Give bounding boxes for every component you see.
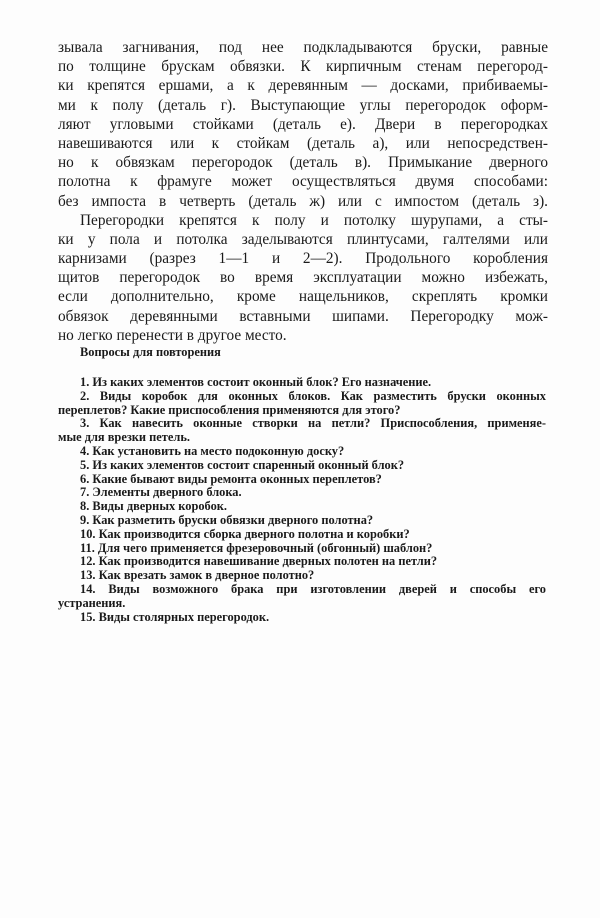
text-line: ляют угловыми стойками (деталь е). Двери в перегородках xyxy=(58,115,548,133)
question: 14. Виды возможного брака при изготовлении дверей и способы его xyxy=(80,581,546,596)
question: 8. Виды дверных коробок. xyxy=(80,499,228,514)
question: 6. Какие бывают виды ремонта оконных переплетов? xyxy=(80,471,382,486)
text-line: ки у пола и потолка заделываются плинтусами, галтелями или xyxy=(58,230,548,248)
text-line: ки крепятся ершами, а к деревянным — досками, прибиваемы- xyxy=(58,77,548,95)
question: 3. Как навесить оконные створки на петли? Приспособления, применяе- xyxy=(80,416,546,431)
text-line: карнизами (разрез 1—1 и 2—2). Продольного коробления xyxy=(58,250,548,268)
text-line: зывала загнивания, под нее подкладываются бруски, равные xyxy=(58,39,548,56)
question: 9. Как разметить бруски обвязки дверного полотна? xyxy=(80,512,374,527)
text-line: но легко перенести в другое место. xyxy=(58,326,287,344)
text-line: щитов перегородок во время эксплуатации можно избежать, xyxy=(58,269,548,287)
question-continuation: переплетов? Какие приспособления применяются для этого? xyxy=(58,402,401,417)
text-line: обвязок деревянными вставными шипами. Перегородку мож- xyxy=(58,307,548,325)
question: 15. Виды столярных перегородок. xyxy=(80,609,270,624)
question: 7. Элементы дверного блока. xyxy=(80,485,242,500)
text-line: ми к полу (деталь г). Выступающие углы перегородок оформ- xyxy=(58,96,548,114)
text-line: без импоста в четверть (деталь ж) или с импостом (деталь з). xyxy=(58,192,548,210)
text-line: по толщине брускам обвязки. К кирпичным стенам перегород- xyxy=(58,58,548,76)
review-questions xyxy=(58,344,546,624)
question: 11. Для чего применяется фрезеровочный (обгонный) шаблон? xyxy=(80,540,433,555)
question: 10. Как производится сборка дверного полотна и коробки? xyxy=(80,526,410,541)
text-line: полотна к фрамуге может осуществляться двумя способами: xyxy=(58,173,548,191)
question-continuation: мые для врезки петель. xyxy=(58,430,190,445)
question: 1. Из каких элементов состоит оконный блок? Его назначение. xyxy=(80,375,432,389)
body-text xyxy=(58,38,548,345)
section-heading: Вопросы для повторения xyxy=(80,345,221,359)
text-line: навешиваются или к стойкам (деталь а), или непосредствен- xyxy=(58,134,548,152)
question: 13. Как врезать замок в дверное полотно? xyxy=(80,568,315,583)
question: 4. Как установить на место подоконную доску? xyxy=(80,443,345,458)
text-line: но к обвязкам перегородок (деталь в). Примыкание дверного xyxy=(58,154,548,172)
question: 12. Как производится навешивание дверных полотен на петли? xyxy=(80,554,438,569)
text-line: Перегородки крепятся к полу и потолку шурупами, а сты- xyxy=(80,211,548,229)
question-continuation: устранения. xyxy=(58,595,126,610)
question: 5. Из каких элементов состоит спаренный оконный блок? xyxy=(80,457,405,472)
question: 2. Виды коробок для оконных блоков. Как разместить бруски оконных xyxy=(80,388,546,403)
text-line: если дополнительно, кроме нащельников, скреплять кромки xyxy=(58,288,548,306)
